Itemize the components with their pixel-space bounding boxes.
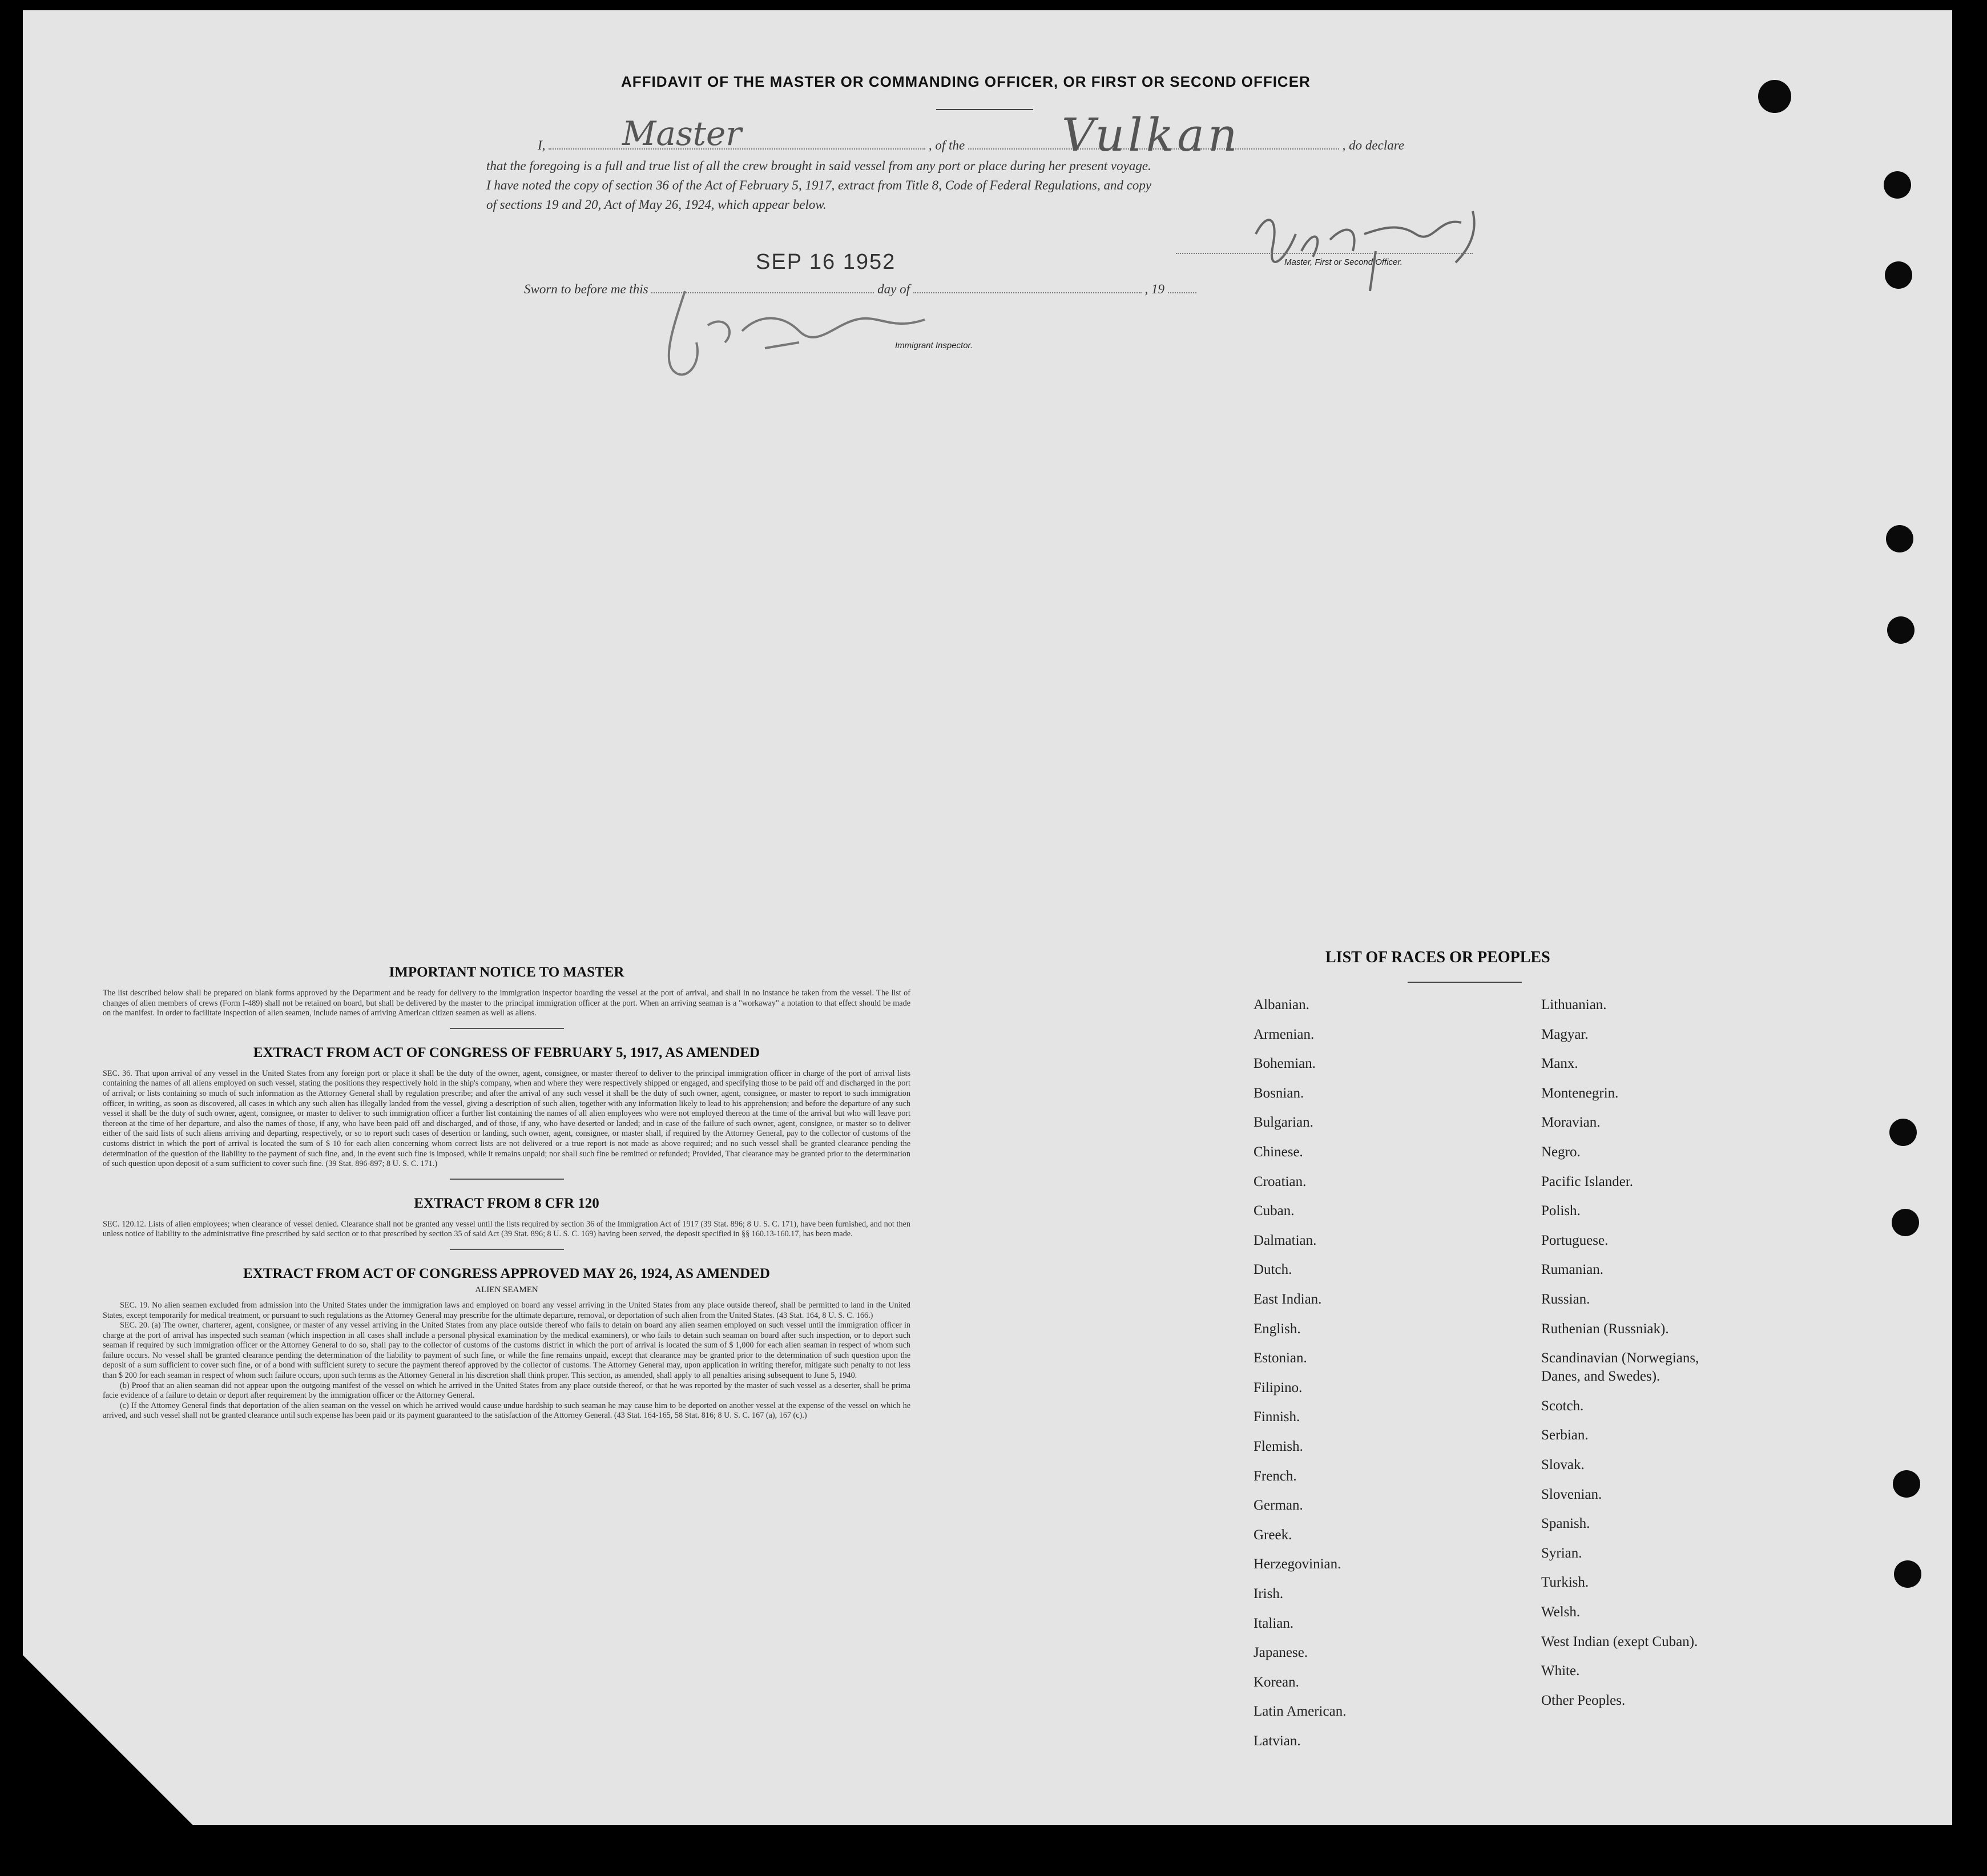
affidavit-heading: AFFIDAVIT OF THE MASTER OR COMMANDING OFFICER, OR FIRST OR SECOND OFFICER bbox=[621, 73, 1311, 90]
section-rule bbox=[450, 1028, 564, 1029]
race-item: Dutch. bbox=[1254, 1262, 1292, 1278]
race-item: Bulgarian. bbox=[1254, 1115, 1313, 1131]
sec19-body: SEC. 19. No alien seamen excluded from admission into the United States under the immigration laws and employed on board any vessel arriving in the United States from any place outside thereof, shall be permitted to land in the United States, except temporarily for medical treatment, or pursuant to such regulations as the Attorney General may prescribe for the ultimate departure, removal, or deportation of such alien from the United States. (43 Stat. 164, 8 U. S. C. 166.) bbox=[103, 1300, 910, 1320]
affidavit-para3: of sections 19 and 20, Act of May 26, 1924, which appear below. bbox=[486, 197, 827, 212]
race-item: Dalmatian. bbox=[1254, 1232, 1317, 1248]
extract-1917-body: SEC. 36. That upon arrival of any vessel in the United States from any foreign port or place it shall be the duty of the owner, agent, consignee, or master thereof to deliver to the principal immigration officer in charge of the port of arrival lists containing the names of all aliens employed on such vessel, stating the positions they respectively hold in the ship's company, when and where they were respectively shipped or engaged, and specifying those to be paid off and discharged in the port of arrival; or lists containing so much of such information as the Attorney General shall by regulation prescribe; and after the arrival of any such vessel it shall be the duty of such owner, agent, consignee, or master to report to such immigration officer, in writing, as soon as discovered, all cases in which any such alien has illegally landed from the vessel, giving a description of such alien, together with any information likely to lead to his apprehension; and before the departure of any such vessel it shall be the duty of such owner, agent, consignee, or master to deliver to such immigration officer a further list containing the names of all alien employees who were not employed thereon at the time of the arrival but who will leave port thereon at the time of her departure, and also the names of those, if any, who have been paid off and discharged, and of those, if any, who have deserted or landed; and in case of the failure of such owner, agent, consignee, or master so to deliver either of the said lists of such aliens arriving and departing, respectively, or so to report such cases of desertion or landing, such owner, agent, consignee, or master shall, if required by the Attorney General, pay to the collector of customs of the customs district in which the port of arrival is located the sum of $ 10 for each alien concerning whom correct lists are not delivered or a true report is not made as above required; and no such vessel shall be granted clearance pending the determination of the question of the liability to the payment of such fine, and, in the event such fine is imposed, while it remains unpaid; nor shall such fine be remitted or refunded; Provided, That clearance may be granted prior to the determination of such question upon deposit of a sum sufficient to cover such fine. (39 Stat. 896-897; 8 U. S. C. 171.) bbox=[103, 1068, 910, 1169]
punch-hole bbox=[1889, 1119, 1917, 1146]
label-do-declare: , do declare bbox=[1342, 138, 1405, 152]
punch-hole bbox=[1758, 80, 1791, 113]
master-name-handwritten: Master bbox=[622, 114, 742, 153]
punch-hole bbox=[1885, 261, 1912, 289]
race-item: Serbian. bbox=[1541, 1427, 1589, 1443]
punch-hole bbox=[1887, 616, 1915, 644]
race-item: English. bbox=[1254, 1321, 1301, 1337]
race-item: Finnish. bbox=[1254, 1409, 1300, 1425]
race-item: Croatian. bbox=[1254, 1173, 1307, 1189]
affidavit-para2: I have noted the copy of section 36 of the Act of February 5, 1917, extract from Title 8, Code of Federal Regulations, and copy bbox=[486, 178, 1152, 192]
affidavit-para1: that the foregoing is a full and true list of all the crew brought in said vessel from any port or place during her present voyage. bbox=[486, 159, 1151, 173]
races-rule bbox=[1408, 982, 1522, 983]
label-of-the: , of the bbox=[928, 138, 965, 152]
race-item: Cuban. bbox=[1254, 1203, 1295, 1219]
race-item: Latin American. bbox=[1254, 1704, 1347, 1720]
year-prefix: , 19 bbox=[1144, 282, 1164, 296]
section-rule bbox=[450, 1249, 564, 1250]
punch-hole bbox=[1892, 1209, 1919, 1236]
race-item: Pacific Islander. bbox=[1541, 1173, 1634, 1189]
race-item: Slovak. bbox=[1541, 1457, 1585, 1472]
race-item: Filipino. bbox=[1254, 1379, 1303, 1395]
race-item: White. bbox=[1541, 1663, 1580, 1679]
race-item: Rumanian. bbox=[1541, 1262, 1604, 1278]
race-item: Flemish. bbox=[1254, 1439, 1303, 1454]
race-item: Estonian. bbox=[1254, 1350, 1307, 1366]
race-item: Latvian. bbox=[1254, 1733, 1301, 1749]
extract-cfr-body: SEC. 120.12. Lists of alien employees; when clearance of vessel denied. Clearance shall not be granted any vessel until the lists required by section 36 of the Immigration Act of 1917 (39 Stat. 896; 8 U. S. C. 171), have been furnished, and not then unless notice of liability to the administrative fine prescribed by said section or to that prescribed by section 35 of said Act (39 Stat. 896; 8 U. S. C. 169) having been served, the deposit specified in §§ 160.13-160.17, has been made. bbox=[103, 1219, 910, 1239]
race-item: Syrian. bbox=[1541, 1545, 1582, 1561]
extract-cfr-heading: EXTRACT FROM 8 CFR 120 bbox=[414, 1195, 599, 1211]
day-of-label: day of bbox=[877, 282, 910, 296]
heading-rule bbox=[936, 109, 1033, 110]
signature-line bbox=[1176, 252, 1473, 254]
race-item: Portuguese. bbox=[1541, 1232, 1609, 1248]
extract-1924-subheading: ALIEN SEAMEN bbox=[475, 1285, 538, 1294]
sec20b-body: (b) Proof that an alien seaman did not appear upon the outgoing manifest of the vessel on which he arrived in the United States from any place outside thereof, or that he was reported by the master of such vessel as a deserter, shall be prima facie evidence of a failure to detain or deport after requirement by the immigration officer or the Attorney General. bbox=[103, 1381, 910, 1401]
race-item: Scotch. bbox=[1541, 1398, 1584, 1414]
race-item: Albanian. bbox=[1254, 997, 1309, 1012]
race-item: Russian. bbox=[1541, 1292, 1590, 1307]
race-item: Armenian. bbox=[1254, 1026, 1315, 1042]
race-item: Negro. bbox=[1541, 1144, 1581, 1160]
race-item: Welsh. bbox=[1541, 1604, 1581, 1620]
punch-hole bbox=[1886, 525, 1913, 552]
punch-hole bbox=[1894, 1560, 1921, 1588]
race-item: Irish. bbox=[1254, 1586, 1284, 1601]
extract-1924-heading: EXTRACT FROM ACT OF CONGRESS APPROVED MAY 26, 1924, AS AMENDED bbox=[243, 1265, 770, 1281]
race-item: Montenegrin. bbox=[1541, 1085, 1619, 1101]
sec20c-body: (c) If the Attorney General finds that deportation of the alien seaman on the vessel on which he arrived would cause undue hardship to such seaman he may cause him to be deported on another vessel at the expense of the vessel on which he arrived, and such vessel shall not be granted clearance until such expense has been paid or its payment guaranteed to the satisfaction of the Attorney General. (43 Stat. 164-165, 58 Stat. 816; 8 U. S. C. 167 (a), 167 (c).) bbox=[103, 1401, 910, 1421]
race-item: Lithuanian. bbox=[1541, 997, 1607, 1012]
master-signature-caption: Master, First or Second Officer. bbox=[1284, 257, 1403, 267]
legal-notices bbox=[103, 965, 910, 1421]
race-item: French. bbox=[1254, 1468, 1297, 1484]
race-item: Other Peoples. bbox=[1541, 1692, 1626, 1708]
sec20a-body: SEC. 20. (a) The owner, charterer, agent, consignee, or master of any vessel arriving in the United States from any place outside thereof who fails to detain on board any alien seamen employed on such vessel until the immigration officer in charge at the port of arrival has inspected such seaman (which inspection in all cases shall include a personal physical examination by the medical examiners), or who fails to detain such seaman on board after such inspection, or to deport such seaman if required by such immigration officer or the Attorney General to do so, shall pay to the collector of customs of the customs district in which the port of arrival is located the sum of $ 1,000 for each alien seaman in respect of whom such failure occurs. No vessel shall be granted clearance pending the determination of the liability to payment of such fine, or while the fine remains unpaid, except that clearance may be granted prior to the determination of such question upon the deposit of a sum sufficient to cover such fine, or of a bond with sufficient surety to secure the payment thereof approved by the collector of customs. The Attorney General may, upon application in writing therefor, mitigate such penalty to not less than $ 200 for each seaman in respect of whom such failure occurs, upon such terms as the Attorney General in his discretion shall think proper. This section, as amended, shall apply to all penalties arising subsequent to June 5, 1940. bbox=[103, 1321, 910, 1381]
race-item: Moravian. bbox=[1541, 1115, 1601, 1131]
race-item: Slovenian. bbox=[1541, 1486, 1602, 1502]
race-item: Manx. bbox=[1541, 1056, 1578, 1072]
race-item: Greek. bbox=[1254, 1527, 1292, 1543]
punch-hole bbox=[1893, 1470, 1920, 1498]
race-item: Scandinavian (Norwegians, bbox=[1541, 1350, 1699, 1366]
race-item: Danes, and Swedes). bbox=[1541, 1369, 1660, 1385]
notice-heading: IMPORTANT NOTICE TO MASTER bbox=[389, 965, 624, 980]
race-item: Spanish. bbox=[1541, 1516, 1590, 1532]
inspector-caption: Immigrant Inspector. bbox=[895, 341, 973, 350]
race-item: Bosnian. bbox=[1254, 1085, 1304, 1101]
date-stamp: SEP 16 1952 bbox=[756, 250, 896, 274]
race-item: Italian. bbox=[1254, 1615, 1294, 1631]
race-item: German. bbox=[1254, 1498, 1303, 1514]
race-item: Herzegovinian. bbox=[1254, 1556, 1341, 1572]
label-i: I, bbox=[538, 138, 546, 152]
race-item: East Indian. bbox=[1254, 1292, 1322, 1307]
section-rule bbox=[450, 1179, 564, 1180]
sworn-label: Sworn to before me this bbox=[524, 282, 648, 296]
races-heading: LIST OF RACES OR PEOPLES bbox=[1325, 949, 1550, 966]
race-item: Ruthenian (Russniak). bbox=[1541, 1321, 1669, 1337]
race-item: Polish. bbox=[1541, 1203, 1581, 1219]
inspector-signature bbox=[651, 280, 959, 385]
notice-body: The list described below shall be prepared on blank forms approved by the Department and be ready for delivery to the immigration inspector boarding the vessel at the port of arrival, and shall in no instance be taken from the vessel. The list of changes of alien members of crews (Form I-489) shall not be retained on board, but shall be delivered by the master to the principal immigration officer at the port. When an arriving seaman is a "workaway" a notation to that effect should be made on the manifest. In order to facilitate inspection of alien seamen, include names of arriving American citizen seamen as well as aliens. bbox=[103, 989, 910, 1018]
race-item: Turkish. bbox=[1541, 1575, 1589, 1591]
vessel-name-handwritten: Vulkan bbox=[1062, 108, 1241, 162]
race-item: Japanese. bbox=[1254, 1645, 1308, 1661]
sworn-year-field bbox=[1168, 292, 1196, 293]
race-item: West Indian (exept Cuban). bbox=[1541, 1633, 1698, 1649]
race-item: Bohemian. bbox=[1254, 1056, 1316, 1072]
race-item: Magyar. bbox=[1541, 1026, 1589, 1042]
race-item: Korean. bbox=[1254, 1674, 1299, 1690]
punch-hole bbox=[1884, 171, 1911, 199]
extract-1917-heading: EXTRACT FROM ACT OF CONGRESS OF FEBRUARY 5, 1917, AS AMENDED bbox=[253, 1044, 760, 1060]
race-item: Chinese. bbox=[1254, 1144, 1303, 1160]
